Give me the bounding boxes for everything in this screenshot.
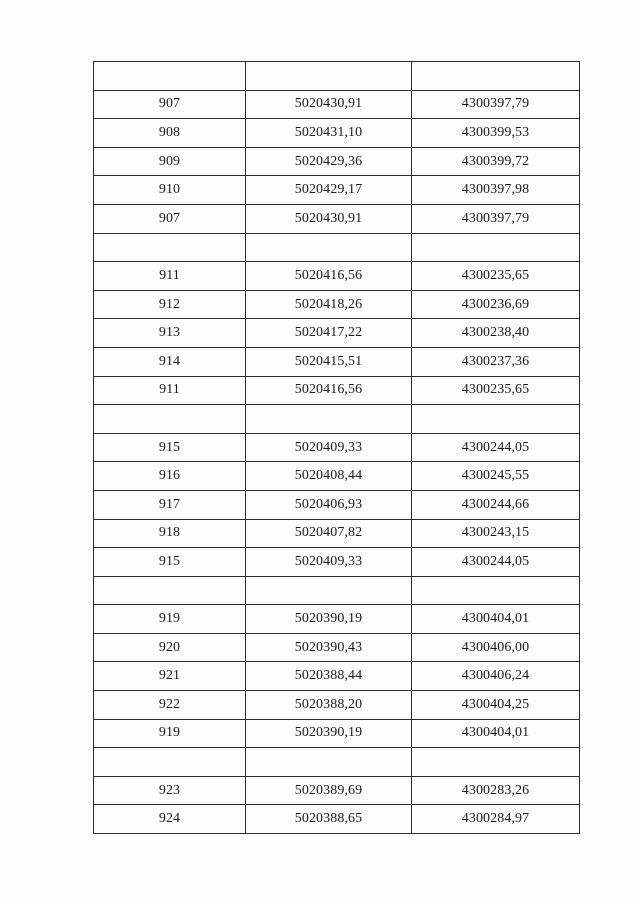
cell-point-number: 911 [94, 376, 246, 405]
cell-point-number: 914 [94, 347, 246, 376]
table-row [94, 204, 580, 233]
cell-y-coordinate [412, 748, 580, 777]
cell-x-coordinate: 5020418,26 [246, 290, 412, 319]
cell-point-number: 907 [94, 90, 246, 119]
cell-y-coordinate: 4300235,65 [412, 376, 580, 405]
table-row [94, 290, 580, 319]
cell-point-number: 922 [94, 691, 246, 720]
cell-y-coordinate: 4300243,15 [412, 519, 580, 548]
cell-point-number: 909 [94, 147, 246, 176]
cell-x-coordinate: 5020408,44 [246, 462, 412, 491]
cell-x-coordinate: 5020429,36 [246, 147, 412, 176]
cell-y-coordinate: 4300283,26 [412, 776, 580, 805]
cell-x-coordinate [246, 405, 412, 434]
cell-point-number: 915 [94, 548, 246, 577]
cell-point-number: 911 [94, 262, 246, 291]
cell-x-coordinate: 5020431,10 [246, 119, 412, 148]
table-row [94, 633, 580, 662]
cell-point-number [94, 405, 246, 434]
cell-y-coordinate: 4300404,01 [412, 605, 580, 634]
table-row [94, 147, 580, 176]
table-row [94, 90, 580, 119]
cell-x-coordinate: 5020417,22 [246, 319, 412, 348]
header-cell-x [246, 62, 412, 91]
table-row [94, 462, 580, 491]
table-row [94, 805, 580, 834]
table-row [94, 405, 580, 434]
table-row [94, 691, 580, 720]
cell-point-number [94, 233, 246, 262]
cell-point-number: 912 [94, 290, 246, 319]
header-cell-y [412, 62, 580, 91]
table-row [94, 376, 580, 405]
cell-x-coordinate: 5020430,91 [246, 204, 412, 233]
table-row [94, 605, 580, 634]
table-row [94, 176, 580, 205]
cell-point-number: 918 [94, 519, 246, 548]
cell-point-number: 920 [94, 633, 246, 662]
cell-y-coordinate: 4300406,00 [412, 633, 580, 662]
cell-x-coordinate: 5020388,44 [246, 662, 412, 691]
cell-y-coordinate: 4300404,25 [412, 691, 580, 720]
cell-x-coordinate: 5020407,82 [246, 519, 412, 548]
cell-y-coordinate: 4300245,55 [412, 462, 580, 491]
cell-y-coordinate: 4300397,98 [412, 176, 580, 205]
cell-point-number: 916 [94, 462, 246, 491]
cell-x-coordinate: 5020389,69 [246, 776, 412, 805]
cell-y-coordinate: 4300236,69 [412, 290, 580, 319]
cell-y-coordinate: 4300237,36 [412, 347, 580, 376]
table-row [94, 319, 580, 348]
cell-x-coordinate [246, 748, 412, 777]
cell-point-number [94, 748, 246, 777]
cell-y-coordinate: 4300244,05 [412, 548, 580, 577]
table-row [94, 519, 580, 548]
table-row [94, 347, 580, 376]
table-row [94, 433, 580, 462]
cell-x-coordinate: 5020406,93 [246, 490, 412, 519]
table-row [94, 262, 580, 291]
cell-y-coordinate: 4300238,40 [412, 319, 580, 348]
cell-y-coordinate [412, 405, 580, 434]
cell-point-number [94, 576, 246, 605]
cell-x-coordinate: 5020390,19 [246, 605, 412, 634]
header-cell-point [94, 62, 246, 91]
cell-y-coordinate: 4300397,79 [412, 90, 580, 119]
cell-point-number: 921 [94, 662, 246, 691]
cell-x-coordinate: 5020388,65 [246, 805, 412, 834]
coordinates-table [93, 61, 580, 834]
cell-point-number: 919 [94, 605, 246, 634]
cell-x-coordinate: 5020429,17 [246, 176, 412, 205]
cell-point-number: 919 [94, 719, 246, 748]
table-row [94, 490, 580, 519]
cell-x-coordinate: 5020409,33 [246, 548, 412, 577]
cell-point-number: 917 [94, 490, 246, 519]
cell-y-coordinate: 4300397,79 [412, 204, 580, 233]
cell-point-number: 924 [94, 805, 246, 834]
table-header-row [94, 62, 580, 91]
table-row [94, 662, 580, 691]
cell-x-coordinate: 5020415,51 [246, 347, 412, 376]
cell-x-coordinate: 5020390,43 [246, 633, 412, 662]
cell-point-number: 910 [94, 176, 246, 205]
table-row [94, 776, 580, 805]
cell-y-coordinate: 4300399,53 [412, 119, 580, 148]
table-row [94, 748, 580, 777]
table-row [94, 719, 580, 748]
cell-point-number: 923 [94, 776, 246, 805]
cell-x-coordinate: 5020409,33 [246, 433, 412, 462]
cell-y-coordinate: 4300399,72 [412, 147, 580, 176]
table-row [94, 119, 580, 148]
cell-y-coordinate [412, 576, 580, 605]
cell-y-coordinate: 4300244,66 [412, 490, 580, 519]
cell-x-coordinate [246, 233, 412, 262]
table-row [94, 233, 580, 262]
cell-x-coordinate: 5020416,56 [246, 262, 412, 291]
cell-y-coordinate: 4300244,05 [412, 433, 580, 462]
table-row [94, 576, 580, 605]
cell-x-coordinate: 5020416,56 [246, 376, 412, 405]
cell-point-number: 908 [94, 119, 246, 148]
cell-point-number: 915 [94, 433, 246, 462]
cell-point-number: 913 [94, 319, 246, 348]
cell-x-coordinate [246, 576, 412, 605]
table-row [94, 548, 580, 577]
cell-y-coordinate: 4300404,01 [412, 719, 580, 748]
cell-y-coordinate [412, 233, 580, 262]
cell-y-coordinate: 4300406,24 [412, 662, 580, 691]
coordinates-table-body [94, 62, 580, 834]
cell-x-coordinate: 5020388,20 [246, 691, 412, 720]
cell-point-number: 907 [94, 204, 246, 233]
cell-y-coordinate: 4300235,65 [412, 262, 580, 291]
cell-y-coordinate: 4300284,97 [412, 805, 580, 834]
cell-x-coordinate: 5020390,19 [246, 719, 412, 748]
cell-x-coordinate: 5020430,91 [246, 90, 412, 119]
